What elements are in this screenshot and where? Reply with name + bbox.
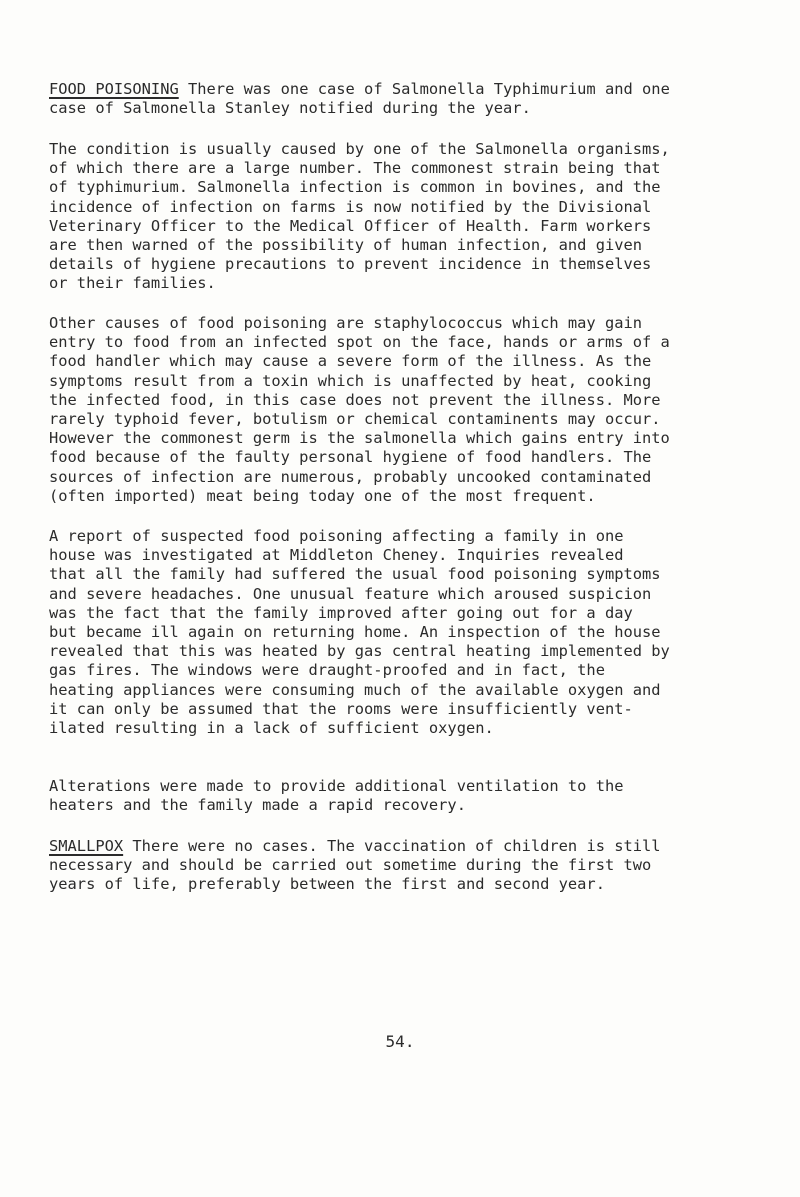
text-line: revealed that this was heated by gas central heating implemented by (49, 642, 670, 661)
text-line: There were no cases. The vaccination of children is still (123, 837, 661, 855)
paragraph-alterations (49, 777, 769, 815)
text-line: Other causes of food poisoning are staphylococcus which may gain (49, 314, 643, 332)
text-line: are then warned of the possibility of human infection, and given (49, 236, 643, 255)
text-line: or their families. (49, 274, 216, 293)
text-line: heating appliances were consuming much of the available oxygen and (49, 680, 661, 699)
paragraph-food-poisoning (49, 80, 769, 118)
text-line: (often imported) meat being today one of the most frequent. (49, 486, 596, 505)
paragraph-salmonella-condition (49, 140, 769, 294)
text-line: years of life, preferably between the first and second year. (49, 875, 605, 894)
text-line: and severe headaches. One unusual feature which aroused suspicion (49, 584, 652, 603)
text-line: house was investigated at Middleton Cheney. Inquiries revealed (49, 546, 624, 565)
text-line: Veterinary Officer to the Medical Officer of Health. Farm workers (49, 216, 652, 235)
text-line: it can only be assumed that the rooms were insufficiently vent- (49, 699, 633, 718)
text-line: ilated resulting in a lack of sufficient oxygen. (49, 719, 494, 738)
text-line: but became ill again on returning home. An inspection of the house (49, 623, 661, 642)
text-line: of which there are a large number. The commonest strain being that (49, 159, 661, 178)
paragraph-other-causes (49, 314, 769, 506)
text-line: gas fires. The windows were draught-proofed and in fact, the (49, 661, 605, 680)
text-line: case of Salmonella Stanley notified during the year. (49, 99, 531, 118)
paragraph-smallpox (49, 837, 769, 895)
text-line: The condition is usually caused by one of the Salmonella organisms, (49, 140, 670, 158)
text-line: necessary and should be carried out sometime during the first two (49, 856, 652, 875)
text-line: sources of infection are numerous, probably uncooked contaminated (49, 467, 652, 486)
text-line: details of hygiene precautions to prevent incidence in themselves (49, 255, 652, 274)
section-heading-smallpox: SMALLPOX (49, 837, 124, 855)
text-line: symptoms result from a toxin which is unaffected by heat, cooking (49, 371, 652, 390)
text-line: There was one case of Salmonella Typhimurium and one (178, 80, 670, 98)
section-heading-food-poisoning: FOOD POISONING (49, 80, 179, 98)
text-line: rarely typhoid fever, botulism or chemical contaminents may occur. (49, 410, 661, 429)
text-line: A report of suspected food poisoning affecting a family in one (49, 527, 624, 545)
page-number: 54. (385, 1032, 415, 1051)
text-line: food handler which may cause a severe form of the illness. As the (49, 352, 652, 371)
text-line: Alterations were made to provide additional ventilation to the (49, 777, 624, 795)
text-line: However the commonest germ is the salmonella which gains entry into (49, 429, 670, 448)
text-line: that all the family had suffered the usual food poisoning symptoms (49, 565, 661, 584)
text-line: was the fact that the family improved after going out for a day (49, 603, 633, 622)
text-line: heaters and the family made a rapid recovery. (49, 796, 466, 815)
text-line: the infected food, in this case does not prevent the illness. More (49, 390, 661, 409)
paragraph-middleton-cheney-report (49, 527, 769, 738)
text-line: food because of the faulty personal hygiene of food handlers. The (49, 448, 652, 467)
text-line: entry to food from an infected spot on the face, hands or arms of a (49, 333, 670, 352)
text-line: incidence of infection on farms is now notified by the Divisional (49, 197, 652, 216)
text-line: of typhimurium. Salmonella infection is common in bovines, and the (49, 178, 661, 197)
